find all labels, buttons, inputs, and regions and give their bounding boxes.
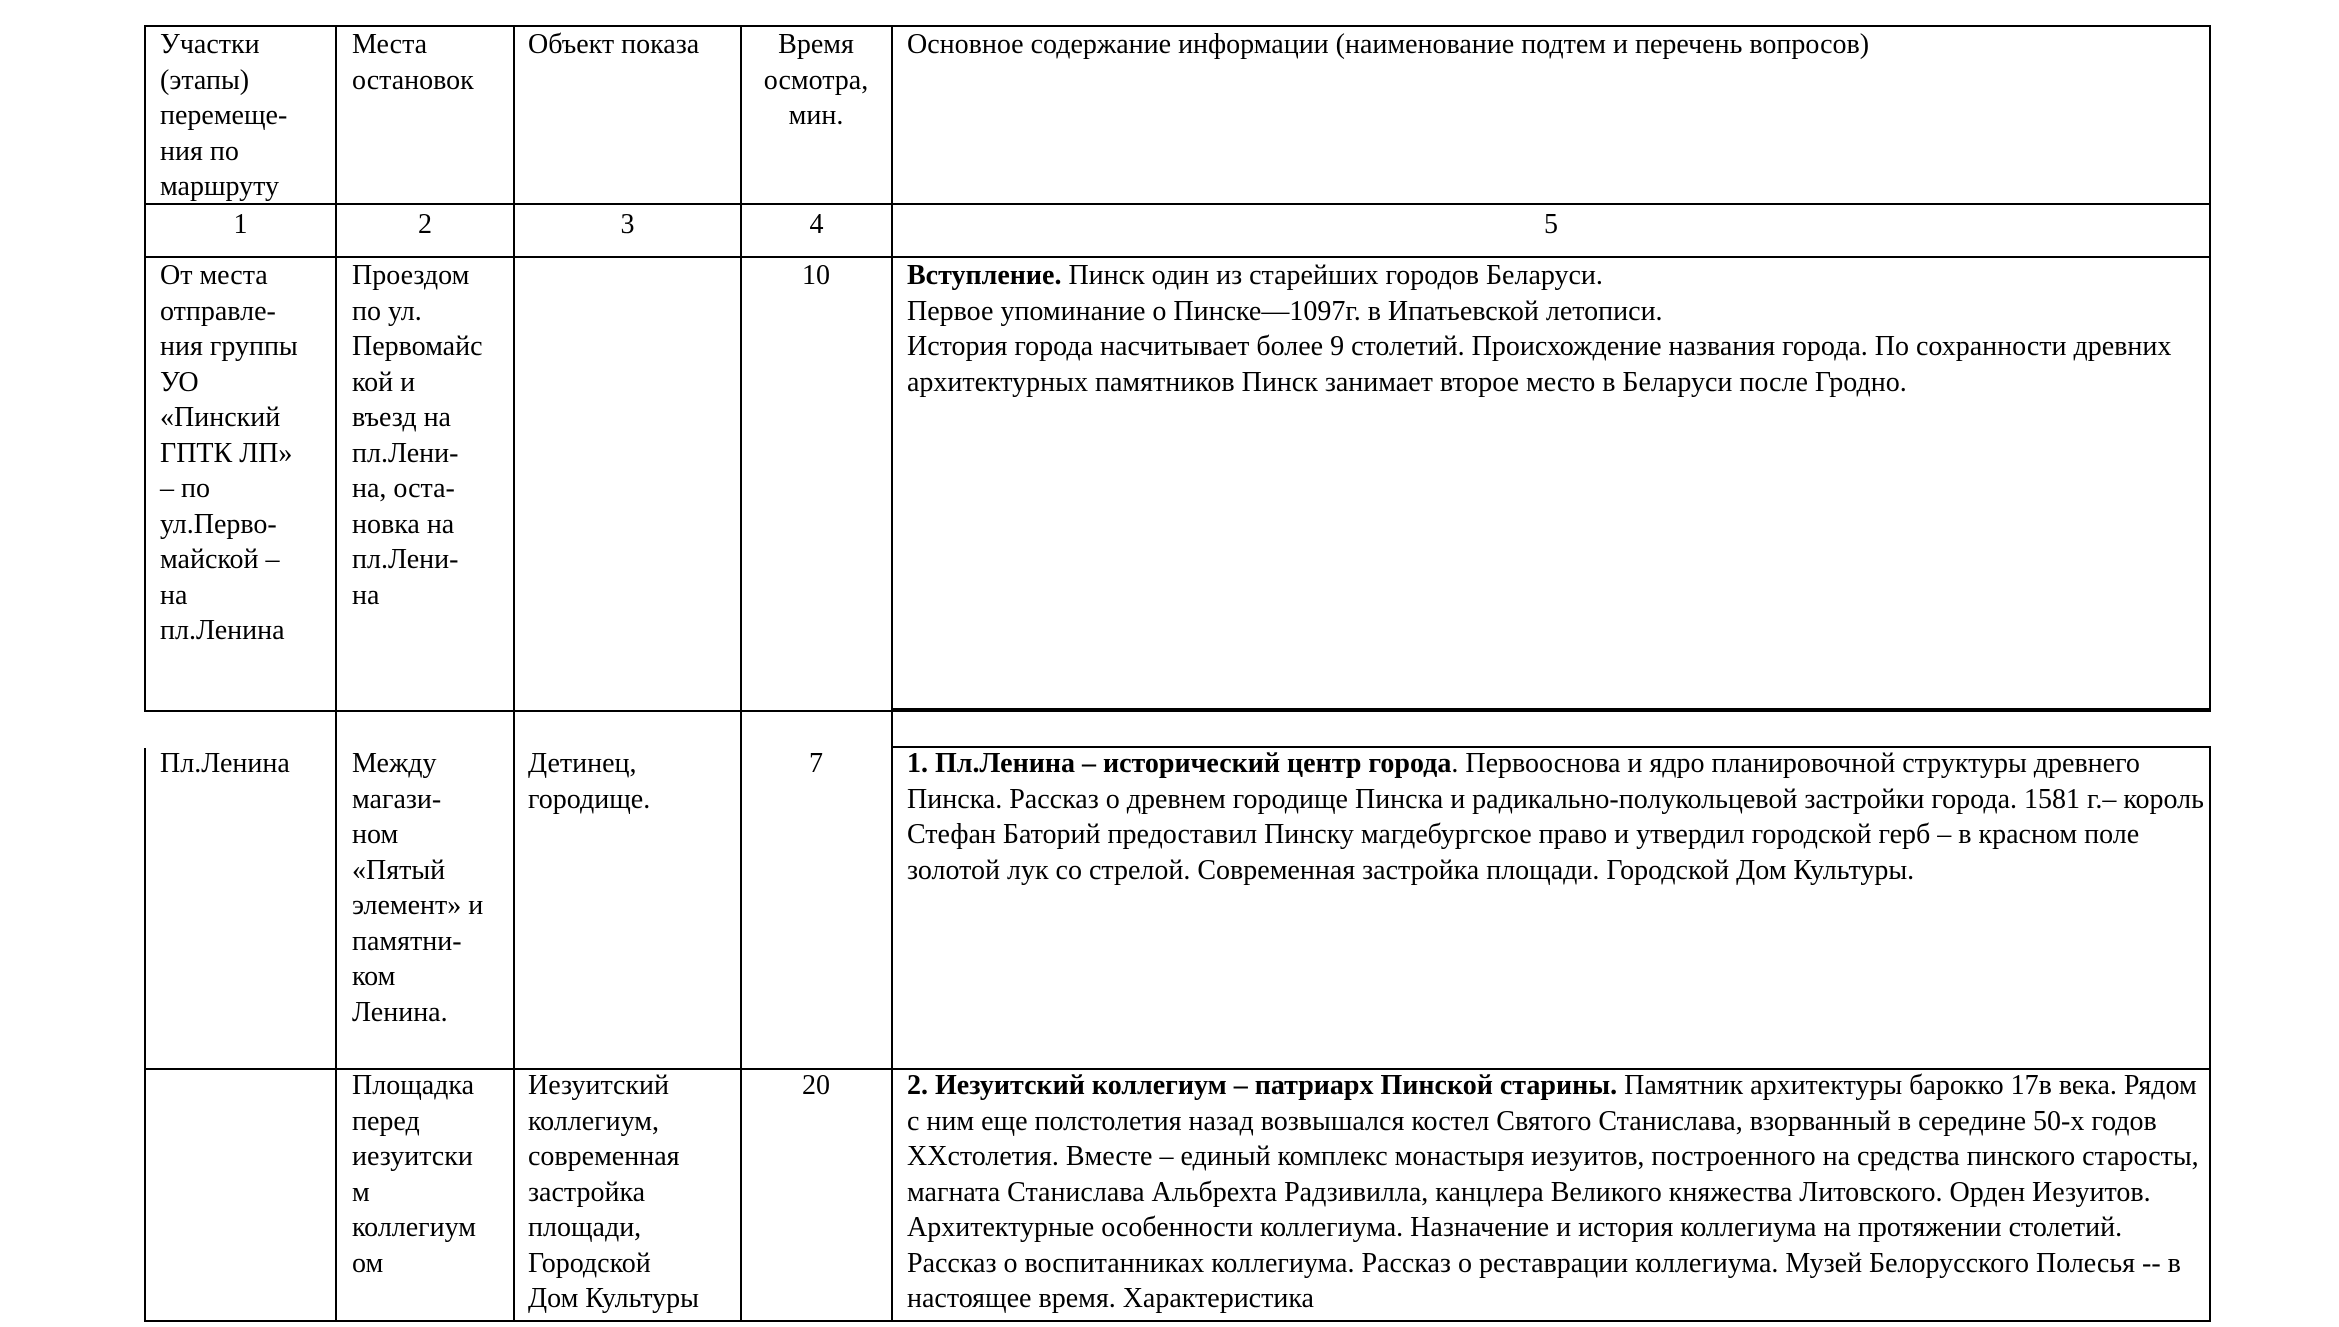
row2-content-heading: 1. Пл.Ленина – исторический центр города: [907, 748, 1452, 779]
number-col-4: 4: [809, 209, 824, 240]
header-time: Время осмотра, мин.: [763, 29, 869, 131]
header-object: Объект показа: [528, 29, 700, 60]
row2-content: [907, 746, 2207, 888]
header-stops: Места остановок: [352, 29, 474, 96]
number-col-5: 5: [1544, 209, 1558, 240]
row3-time: 20: [802, 1070, 830, 1101]
row1-content-line-1: Пинск один из старейших городов Беларуси.: [1061, 260, 1603, 291]
header-stage: Участки (этапы) перемеще- ния по маршруту: [160, 29, 288, 202]
number-col-2: 2: [418, 209, 432, 240]
row1-content-line-3: История города насчитывает более 9 столетий. Происхождение названия города. По сохранности древних архитектурных памятников Пинск занимает второе место в Беларуси после Гродно.: [907, 331, 2172, 398]
content-split-line: [893, 708, 2211, 710]
row1-content-line-2: Первое упоминание о Пинске—1097г. в Ипатьевской летописи.: [907, 295, 1663, 327]
row3-stop: Площадка перед иезуитски м коллегиум ом: [352, 1070, 477, 1279]
row3-object: Иезуитский коллегиум, современная застройка площади, Городской Дом Культуры: [528, 1070, 699, 1314]
row1-time: 10: [802, 260, 830, 291]
row3-content: [907, 1068, 2207, 1320]
row1-content-heading: Вступление.: [907, 260, 1062, 291]
row2-object: Детинец, городище.: [528, 748, 651, 815]
row1-stage: От места отправле- ния группы УО «Пинский ГПТК ЛП» – по ул.Перво- майской – на пл.Ленина: [160, 260, 298, 646]
row2-stop: Между магази- ном «Пятый элемент» и памятни- ком Ленина.: [352, 748, 484, 1028]
row3-content-heading: 2. Иезуитский коллегиум – патриарх Пинской старины.: [907, 1070, 1618, 1101]
row2-time: 7: [809, 748, 823, 779]
header-content: Основное содержание информации (наименование подтем и перечень вопросов): [907, 29, 1870, 60]
row1-content: [907, 258, 2207, 400]
row2-content-text: . Первооснова и ядро планировочной структуры древнего Пинска. Рассказ о древнем городище Пинска и радикально-полукольцевой застройки города. 1581 г.– король Стефан Баторий предоставил Пинску магдебургское право и утвердил городской герб – в красном поле золотой лук со стрелой. Современная застройка площади. Городской Дом Культуры.: [907, 748, 2204, 886]
row3-content-text: Памятник архитектуры барокко 17в века. Рядом с ним еще полстолетия назад возвышался костел Святого Станислава, взорванный в середине 50-х годов XXстолетия. Вместе – единый комплекс монастыря иезуитов, построенного на средства пинского старосты, магната Станислава Альбрехта Радзивилла, канцлера Великого княжества Литовского. Орден Иезуитов. Архитектурные особенности коллегиума. Назначение и история коллегиума на протяжении столетий. Рассказ о воспитанниках коллегиума. Рассказ о реставрации коллегиума. Музей Белорусского Полесья -- в настоящее время. Характеристика: [907, 1070, 2199, 1314]
number-col-1: 1: [233, 209, 248, 240]
header-divider: [144, 203, 2211, 205]
row2-stage: Пл.Ленина: [160, 748, 290, 779]
row1-stop: Проездом по ул. Первомайс кой и въезд на пл.Лени- на, оста- новка на пл.Лени- на: [352, 260, 483, 611]
number-col-3: 3: [620, 209, 635, 240]
